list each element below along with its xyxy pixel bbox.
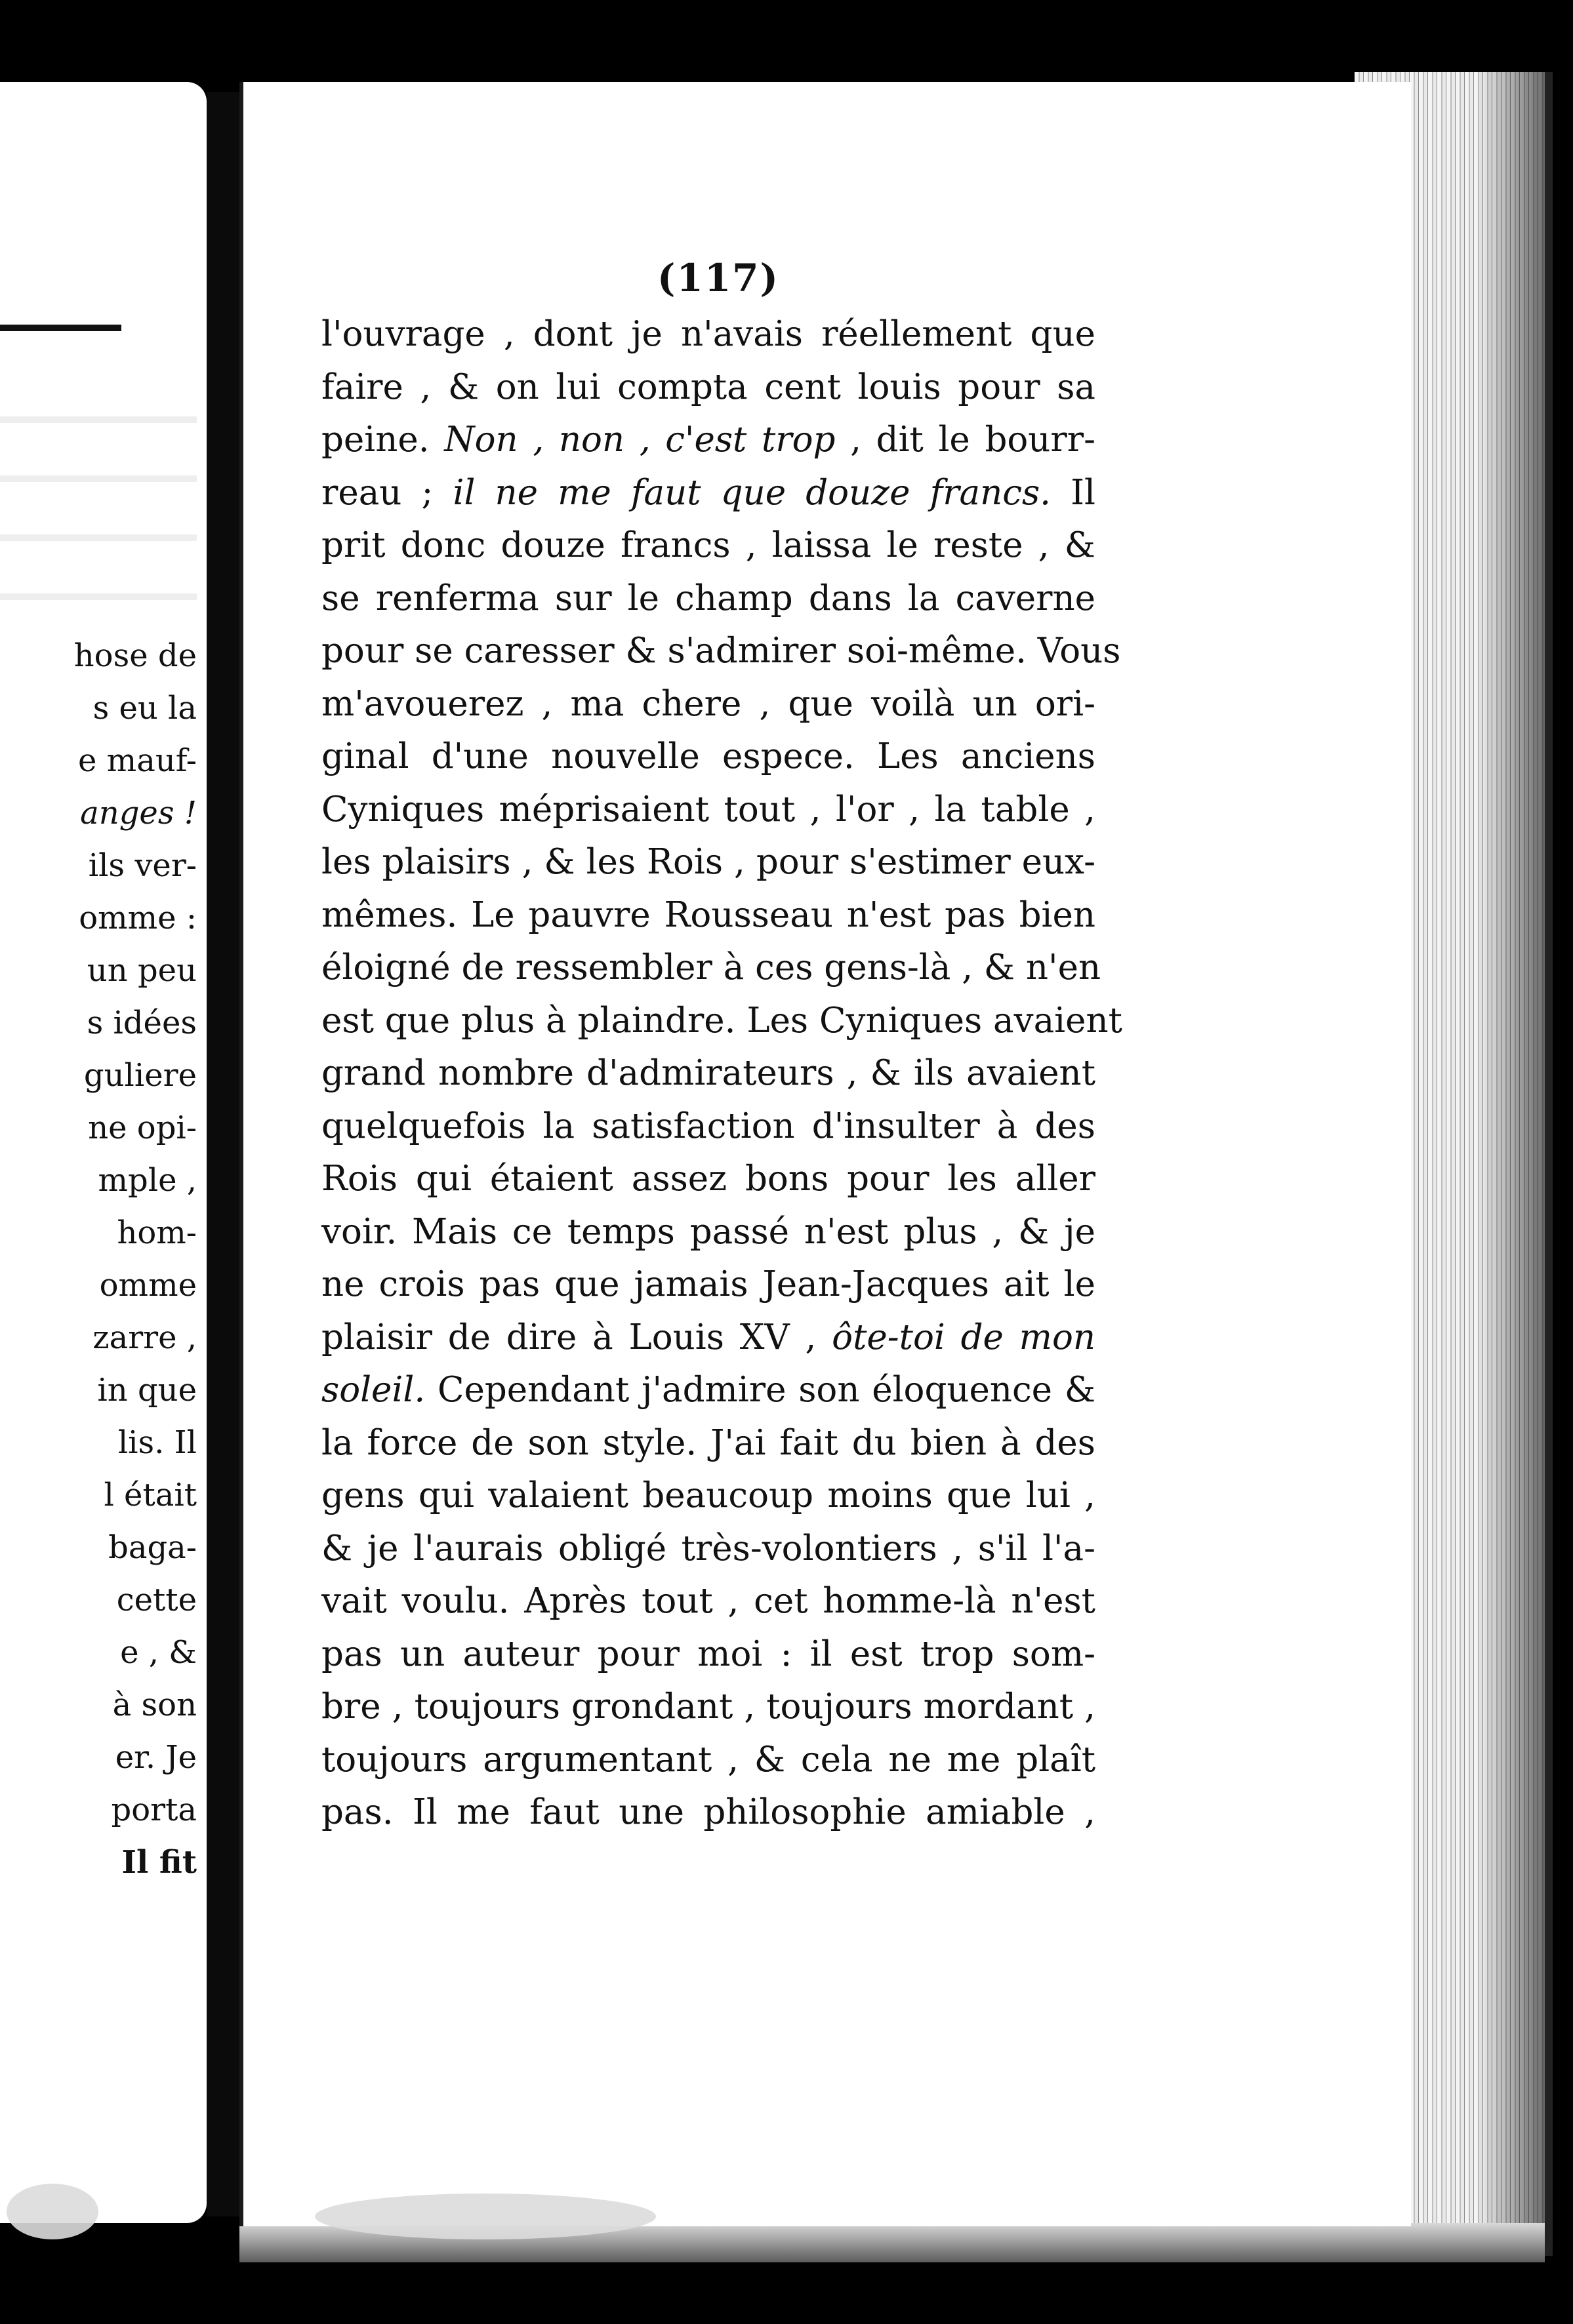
facing-line: s idées xyxy=(87,1005,197,1041)
text-line: grand nombre d'admirateurs , & ils avaient xyxy=(321,1053,1095,1093)
text-line: ginal d'une nouvelle espece. Les anciens xyxy=(321,736,1095,776)
text-line: est que plus à plaindre. Les Cyniques avaient xyxy=(321,1000,1122,1041)
text-line: toujours argumentant , & cela ne me plaît xyxy=(321,1739,1095,1780)
facing-page xyxy=(0,82,207,2223)
facing-page-text xyxy=(0,630,197,1889)
text-line: ne crois pas que jamais Jean-Jacques ait le xyxy=(321,1264,1095,1304)
facing-line: omme : xyxy=(79,900,197,936)
text-line: peine. Non , non , c'est trop , dit le bourr- xyxy=(321,420,1096,460)
facing-line: à son xyxy=(112,1687,197,1723)
fore-edge-shadow xyxy=(1476,72,1545,2256)
text-line: faire , & on lui compta cent louis pour sa xyxy=(321,367,1095,407)
text-line: gens qui valaient beaucoup moins que lui , xyxy=(321,1475,1095,1515)
text-line: éloigné de ressembler à ces gens-là , & n'en xyxy=(321,948,1101,988)
text-line: Rois qui étaient assez bons pour les aller xyxy=(321,1159,1095,1199)
facing-line: in que xyxy=(97,1372,197,1409)
facing-line: hom- xyxy=(117,1214,197,1251)
facing-line: ils ver- xyxy=(88,847,197,884)
facing-line: anges ! xyxy=(80,795,197,831)
text-line: Cyniques méprisaient tout , l'or , la table , xyxy=(321,789,1095,830)
text-line: mêmes. Le pauvre Rousseau n'est pas bien xyxy=(321,894,1095,935)
facing-line: hose de xyxy=(73,637,197,674)
text-line: l'ouvrage , dont je n'avais réellement que xyxy=(321,314,1095,354)
text-line: plaisir de dire à Louis XV , ôte-toi de mon xyxy=(321,1317,1095,1357)
facing-line: s eu la xyxy=(92,690,197,727)
italic-phrase: Non , non , c'est trop xyxy=(444,420,836,460)
text-line: pas. Il me faut une philosophie amiable , xyxy=(321,1792,1095,1832)
facing-line: ne opi- xyxy=(88,1110,197,1146)
facing-line: guliere xyxy=(83,1057,197,1094)
page-number: (117) xyxy=(657,256,779,300)
text-line: prit donc douze francs , laissa le reste , & xyxy=(321,525,1095,565)
italic-phrase: ôte-toi de mon xyxy=(832,1317,1095,1357)
text-line: & je l'aurais obligé très-volontiers , s'il l'a- xyxy=(321,1528,1095,1569)
facing-line: e mauf- xyxy=(78,742,197,779)
text-line: vait voulu. Après tout , cet homme-là n'est xyxy=(321,1581,1095,1621)
italic-phrase: il ne me faut que douze francs. xyxy=(453,472,1051,513)
facing-line: cette xyxy=(116,1582,197,1618)
facing-line: baga- xyxy=(108,1529,197,1566)
text-line: pas un auteur pour moi : il est trop som- xyxy=(321,1633,1095,1674)
facing-line: mple , xyxy=(98,1162,197,1199)
text-line: soleil. Cependant j'admire son éloquence & xyxy=(321,1370,1095,1410)
facing-line: zarre , xyxy=(92,1319,197,1356)
facing-page-bleedthrough xyxy=(0,380,197,616)
text-line: la force de son style. J'ai fait du bien à des xyxy=(321,1422,1095,1463)
facing-line: un peu xyxy=(87,952,197,989)
facing-line: omme xyxy=(99,1267,197,1304)
facing-line: porta xyxy=(111,1792,197,1828)
italic-phrase: soleil. xyxy=(321,1370,426,1410)
text-line: se renferma sur le champ dans la caverne xyxy=(321,578,1095,618)
text-line: quelquefois la satisfaction d'insulter à des xyxy=(321,1106,1095,1146)
facing-line: l était xyxy=(104,1477,197,1513)
text-line: pour se caresser & s'admirer soi-même. Vous xyxy=(321,631,1121,671)
facing-line: lis. Il xyxy=(117,1424,197,1461)
body-text xyxy=(321,308,1122,1839)
facing-line: e , & xyxy=(120,1634,197,1671)
text-line: reau ; il ne me faut que douze francs. Il xyxy=(321,472,1096,513)
text-line: voir. Mais ce temps passé n'est plus , & je xyxy=(321,1211,1095,1252)
text-line: les plaisirs , & les Rois , pour s'estimer eux- xyxy=(321,842,1095,882)
facing-page-rule xyxy=(0,325,121,331)
page-ribbon xyxy=(315,2194,656,2239)
text-line: m'avouerez , ma chere , que voilà un ori- xyxy=(321,683,1095,724)
page-ribbon xyxy=(7,2184,98,2239)
facing-line: Il fit xyxy=(121,1844,197,1881)
facing-line: er. Je xyxy=(115,1739,197,1776)
text-line: bre , toujours grondant , toujours mordant , xyxy=(321,1687,1095,1727)
